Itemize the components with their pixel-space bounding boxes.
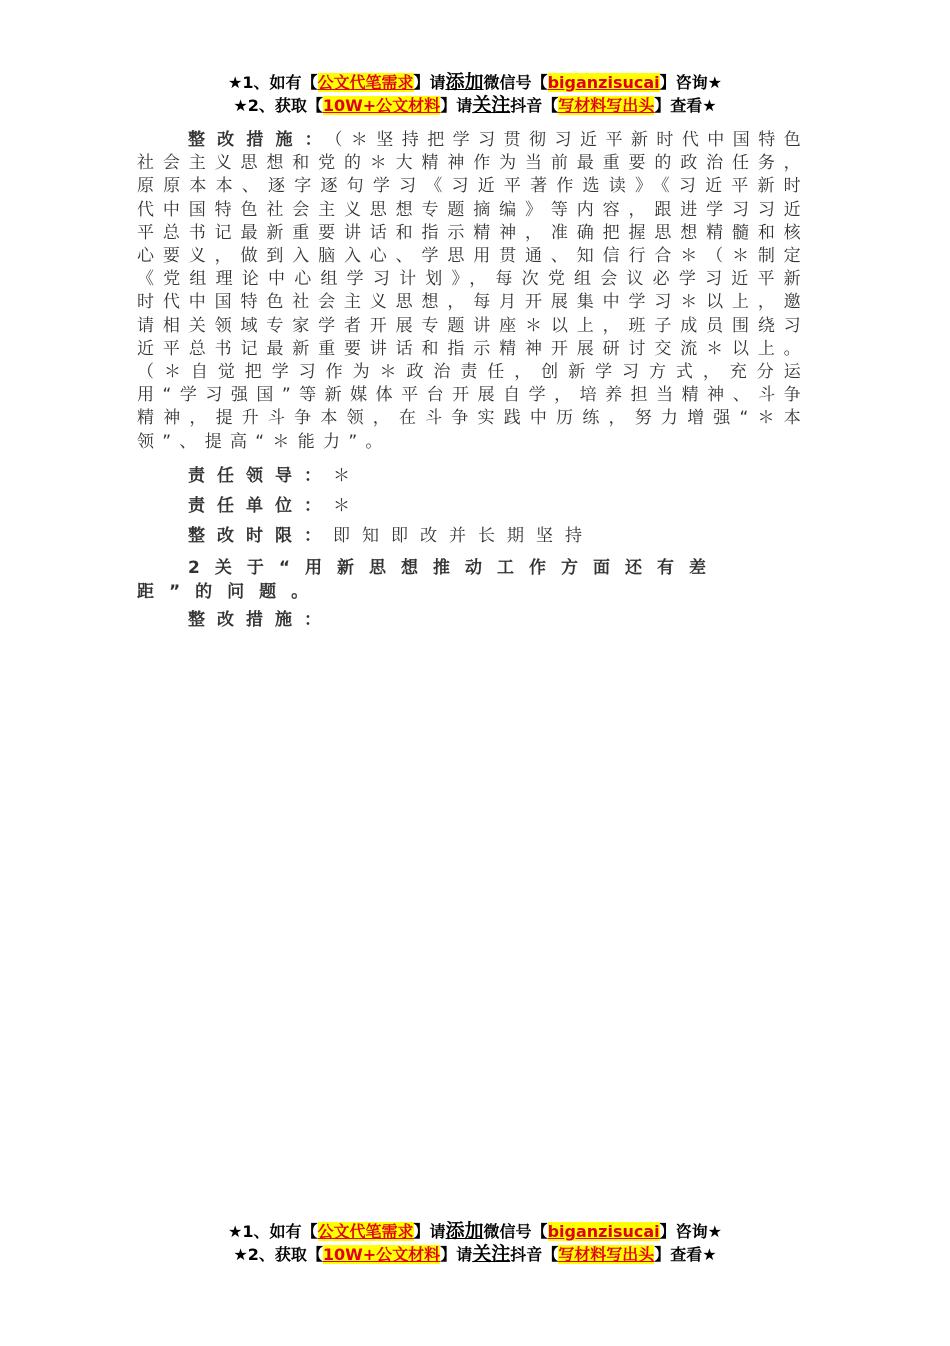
document-body xyxy=(137,129,809,637)
banner-text: ★1、如有【 xyxy=(228,73,318,92)
measures-label: 整改措施： xyxy=(188,130,334,150)
banner-text: ★2、获取【 xyxy=(233,1245,323,1264)
banner-line-1 xyxy=(0,1220,950,1243)
banner-emphasis: 添加 xyxy=(445,71,484,93)
banner-line-2 xyxy=(0,1243,950,1266)
unit-label: 责任单位： xyxy=(188,495,333,516)
banner-text: 】咨询★ xyxy=(659,1222,722,1241)
measures-paragraph xyxy=(137,129,809,454)
banner-text: 】咨询★ xyxy=(659,73,722,92)
banner-emphasis: 关注 xyxy=(472,94,511,116)
banner-text: 】请 xyxy=(413,73,446,92)
banner-emphasis: 关注 xyxy=(472,1243,511,1265)
banner-text: 微信号【 xyxy=(483,73,548,92)
bottom-banner xyxy=(0,1220,950,1266)
deadline-value: 即知即改并长期坚持 xyxy=(333,525,594,546)
banner-text: 】查看★ xyxy=(654,1245,717,1264)
banner-text: 】请 xyxy=(440,1245,473,1264)
banner-text: ★1、如有【 xyxy=(228,1222,318,1241)
measures2-label: 整改措施： xyxy=(188,609,333,630)
banner-text: 抖音【 xyxy=(510,1245,559,1264)
responsible-leader xyxy=(137,461,809,491)
top-banner xyxy=(0,71,950,117)
banner-highlight: 写材料写出头 xyxy=(558,96,655,115)
deadline-label: 整改时限： xyxy=(188,525,333,546)
responsible-unit xyxy=(137,491,809,521)
measures-text: （＊坚持把学习贯彻习近平新时代中国特色社会主义思想和党的＊大精神作为当前最重要的政治任务，原原本本、逐字逐句学习《习近平著作选读》《习近平新时代中国特色社会主义思想专题摘编》等内容，跟进学习习近平总书记最新重要讲话和指示精神，准确把握思想精髓和核心要义，做到入脑入心、学思用贯通、知信行合＊（＊制定《党组理论中心组学习计划》，每次党组会议必学习近平新时代中国特色社会主义思想，每月开展集中学习＊以上，邀请相关领域专家学者开展专题讲座＊以上，班子成员围绕习近平总书记最新重要讲话和指示精神开展研讨交流＊以上。（＊自觉把学习作为＊政治责任，创新学习方式，充分运用“学习强国”等新媒体平台开展自学，培养担当精神、斗争精神，提升斗争本领，在斗争实践中历练，努力增强“＊本领”、提高“＊能力”。 xyxy=(137,130,809,452)
banner-line-2 xyxy=(0,94,950,117)
banner-text: 抖音【 xyxy=(510,96,559,115)
deadline xyxy=(137,521,809,551)
unit-value: ＊ xyxy=(333,495,362,516)
measures2 xyxy=(137,604,809,637)
banner-text: 】请 xyxy=(413,1222,446,1241)
banner-highlight: biganzisucai xyxy=(547,73,660,92)
banner-emphasis: 添加 xyxy=(445,1220,484,1242)
banner-text: 】查看★ xyxy=(654,96,717,115)
banner-highlight: 公文代笔需求 xyxy=(317,73,414,92)
banner-highlight: biganzisucai xyxy=(547,1222,660,1241)
banner-line-1 xyxy=(0,71,950,94)
banner-highlight: 公文代笔需求 xyxy=(317,1222,414,1241)
banner-highlight: 写材料写出头 xyxy=(558,1245,655,1264)
banner-text: 】请 xyxy=(440,96,473,115)
banner-highlight: 10W+公文材料 xyxy=(322,1245,441,1264)
banner-text: 微信号【 xyxy=(483,1222,548,1241)
issue-heading: 2关于“用新思想推动工作方面还有差距”的问题。 xyxy=(137,557,722,602)
banner-text: ★2、获取【 xyxy=(233,96,323,115)
banner-highlight: 10W+公文材料 xyxy=(322,96,441,115)
leader-value: ＊ xyxy=(333,465,362,486)
leader-label: 责任领导： xyxy=(188,465,333,486)
